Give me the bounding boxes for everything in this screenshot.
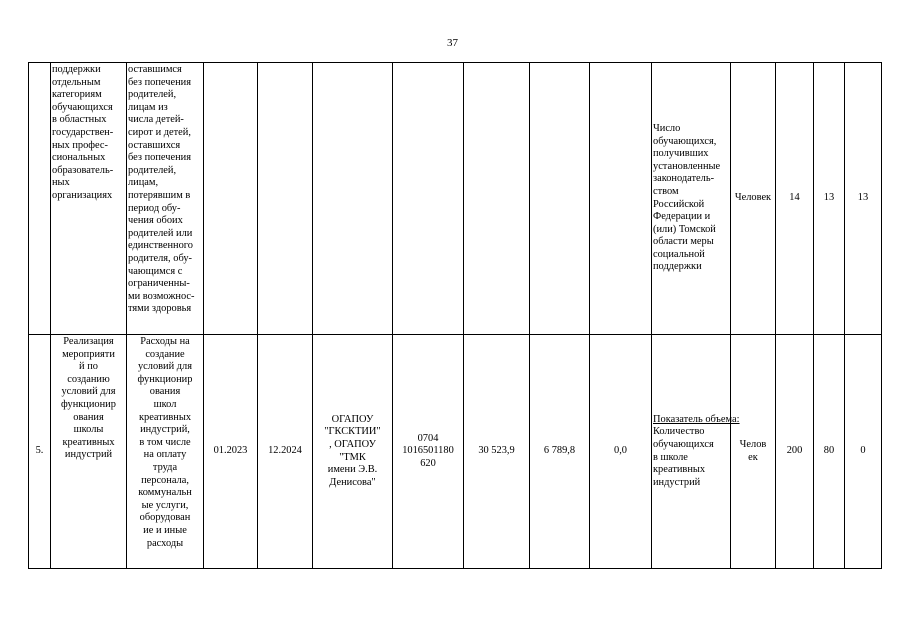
value-3: 13 [857, 192, 869, 204]
indicator-text [653, 123, 729, 274]
amount-2-cell [530, 335, 590, 569]
text-line: школы [73, 424, 104, 436]
text-line: родителей, [128, 89, 177, 101]
text-line: ие и иные [143, 524, 187, 536]
text-line: ые услуги, [141, 499, 189, 511]
text-line: тями здоровья [128, 303, 192, 315]
text-line: функциониp [61, 398, 116, 410]
amount-1: 30 523,9 [478, 445, 515, 457]
text-line: имени Э.В. [327, 464, 378, 476]
text-line: персонала, [141, 474, 189, 486]
text-line: лицам из [128, 101, 168, 113]
text-line: отдельным [52, 76, 101, 88]
text-line: родителей или [128, 227, 193, 239]
start-date: 01.2023 [213, 445, 248, 457]
event-name-cell [51, 63, 127, 335]
text-line: коммунальн [138, 487, 192, 499]
executor-text [314, 414, 391, 490]
amount-3-cell [590, 63, 652, 335]
text-line: Количество [653, 426, 705, 438]
text-line: родителя, обу- [128, 252, 192, 264]
direction-cell [127, 63, 204, 335]
text-line: в областных [52, 114, 107, 126]
text-line: мероприяти [62, 348, 115, 360]
indicator-cell [652, 335, 740, 569]
text-line: обучающихся [52, 101, 113, 113]
text-line: период обу- [128, 202, 181, 214]
value-2: 80 [823, 445, 835, 457]
row-number: 5. [35, 445, 44, 457]
row-number-cell [29, 63, 51, 335]
text-line: без попечения [128, 76, 191, 88]
text-line: оборудован [139, 512, 191, 524]
text-line: Российской [653, 198, 705, 210]
text-line: организациях [52, 189, 113, 201]
text-line: ных профес- [52, 139, 108, 151]
text-line: "ГКСКТИИ" [324, 426, 381, 438]
direction-text [128, 336, 202, 550]
text-line: креативных [62, 436, 115, 448]
amount-3: 0,0 [614, 445, 627, 457]
text-line: сиональных [52, 152, 106, 164]
value-1-cell [776, 63, 814, 335]
text-line: 0704 [417, 432, 439, 444]
text-line: родителей, [128, 164, 177, 176]
text-line: создание [145, 348, 185, 360]
text-line: ограниченны- [128, 278, 190, 290]
end-date: 12.2024 [268, 445, 302, 457]
text-line: Челов [739, 438, 767, 450]
value-2: 13 [823, 192, 835, 204]
text-line: единственного [128, 240, 194, 252]
text-line: индустрий [653, 476, 701, 488]
text-line: условий для [61, 386, 116, 398]
text-line: расходы [146, 537, 184, 549]
text-line: ек [748, 451, 758, 463]
indicator-title: Показатель объема: [653, 413, 740, 425]
program-table [28, 62, 882, 569]
text-line: созданию [67, 373, 110, 385]
page-number: 37 [447, 37, 458, 49]
direction-cell [127, 335, 204, 569]
text-line: , ОГАПОУ [329, 438, 376, 450]
text-line: образователь- [52, 164, 114, 176]
text-line: лицам, [128, 177, 159, 189]
text-line: школ [153, 398, 177, 410]
row-number-cell [29, 335, 51, 569]
text-line: сирот и детей, [128, 126, 191, 138]
end-date-cell [258, 335, 313, 569]
text-line: Денисова" [329, 476, 376, 488]
text-line: обучающихся [653, 438, 714, 450]
text-line: установленные [653, 160, 721, 172]
amount-3-cell [590, 335, 652, 569]
value-2-cell [814, 335, 845, 569]
text-line: области меры [653, 236, 714, 248]
text-line: оставшимся [128, 64, 182, 75]
text-line: индустрий, [140, 424, 190, 436]
end-date-cell [258, 63, 313, 335]
text-line: получивших [653, 148, 709, 160]
text-line: оставшихся [128, 139, 181, 151]
unit-cell [731, 335, 776, 569]
indicator-text [653, 413, 740, 490]
value-1: 200 [786, 445, 803, 457]
text-line: государствен- [52, 126, 114, 138]
text-line: потерявшим в [128, 189, 191, 201]
value-3-cell [845, 335, 882, 569]
text-line: на оплату [143, 449, 187, 461]
value-3-cell [845, 63, 882, 335]
text-line: обучающихся, [653, 135, 717, 147]
text-line: в школе [653, 451, 688, 463]
amount-1-cell [464, 63, 530, 335]
value-2-cell [814, 63, 845, 335]
text-line: условий для [137, 361, 193, 373]
text-line: поддержки [653, 261, 702, 273]
event-name-text [52, 336, 125, 462]
text-line: индустрий [64, 449, 113, 461]
text-line: числа детей- [128, 114, 184, 126]
text-line: поддержки [52, 64, 101, 75]
event-name-text [52, 64, 125, 203]
text-line: законодатель- [653, 173, 715, 185]
executor-cell [313, 335, 393, 569]
text-line: ОГАПОУ [331, 413, 374, 425]
text-line: в том числе [139, 436, 191, 448]
unit-text: Человек [734, 192, 772, 204]
executor-cell [313, 63, 393, 335]
unit-cell [731, 63, 776, 335]
event-name-cell [51, 335, 127, 569]
table-row [29, 63, 882, 335]
text-line: креативных [138, 411, 192, 423]
text-line: 620 [420, 457, 436, 469]
direction-text [128, 64, 202, 316]
text-line: Число [653, 122, 681, 134]
indicator-cell [652, 63, 731, 335]
unit-text [732, 439, 774, 464]
text-line: 1016501180 [402, 445, 454, 457]
kbk-cell [393, 63, 464, 335]
kbk-cell [393, 335, 464, 569]
text-line: "ТМК [339, 451, 366, 463]
text-line: социальной [653, 248, 705, 260]
text-line: ством [653, 185, 679, 197]
value-3: 0 [860, 445, 866, 457]
text-line: креативных [653, 464, 706, 476]
table-row [29, 335, 882, 569]
text-line: ных [52, 177, 70, 189]
value-1-cell [776, 335, 814, 569]
text-line: функционир [137, 373, 193, 385]
amount-2: 6 789,8 [543, 445, 576, 457]
text-line: без попечения [128, 152, 191, 164]
amount-2-cell [530, 63, 590, 335]
text-line: чающимся с [128, 265, 183, 277]
kbk-text [394, 433, 462, 471]
start-date-cell [204, 335, 258, 569]
text-line: труда [152, 461, 178, 473]
text-line: Реализация [63, 336, 114, 347]
start-date-cell [204, 63, 258, 335]
value-1: 14 [789, 192, 800, 204]
text-line: й по [79, 361, 98, 373]
text-line: категориям [52, 89, 102, 101]
text-line: ования [149, 386, 181, 398]
text-line: чения обоих [128, 215, 183, 227]
text-line: Расходы на [140, 336, 190, 347]
text-line: ования [73, 411, 104, 423]
text-line: (или) Томской [653, 223, 716, 235]
amount-1-cell [464, 335, 530, 569]
text-line: Федерации и [653, 211, 711, 223]
text-line: ми возможнос- [128, 290, 195, 302]
